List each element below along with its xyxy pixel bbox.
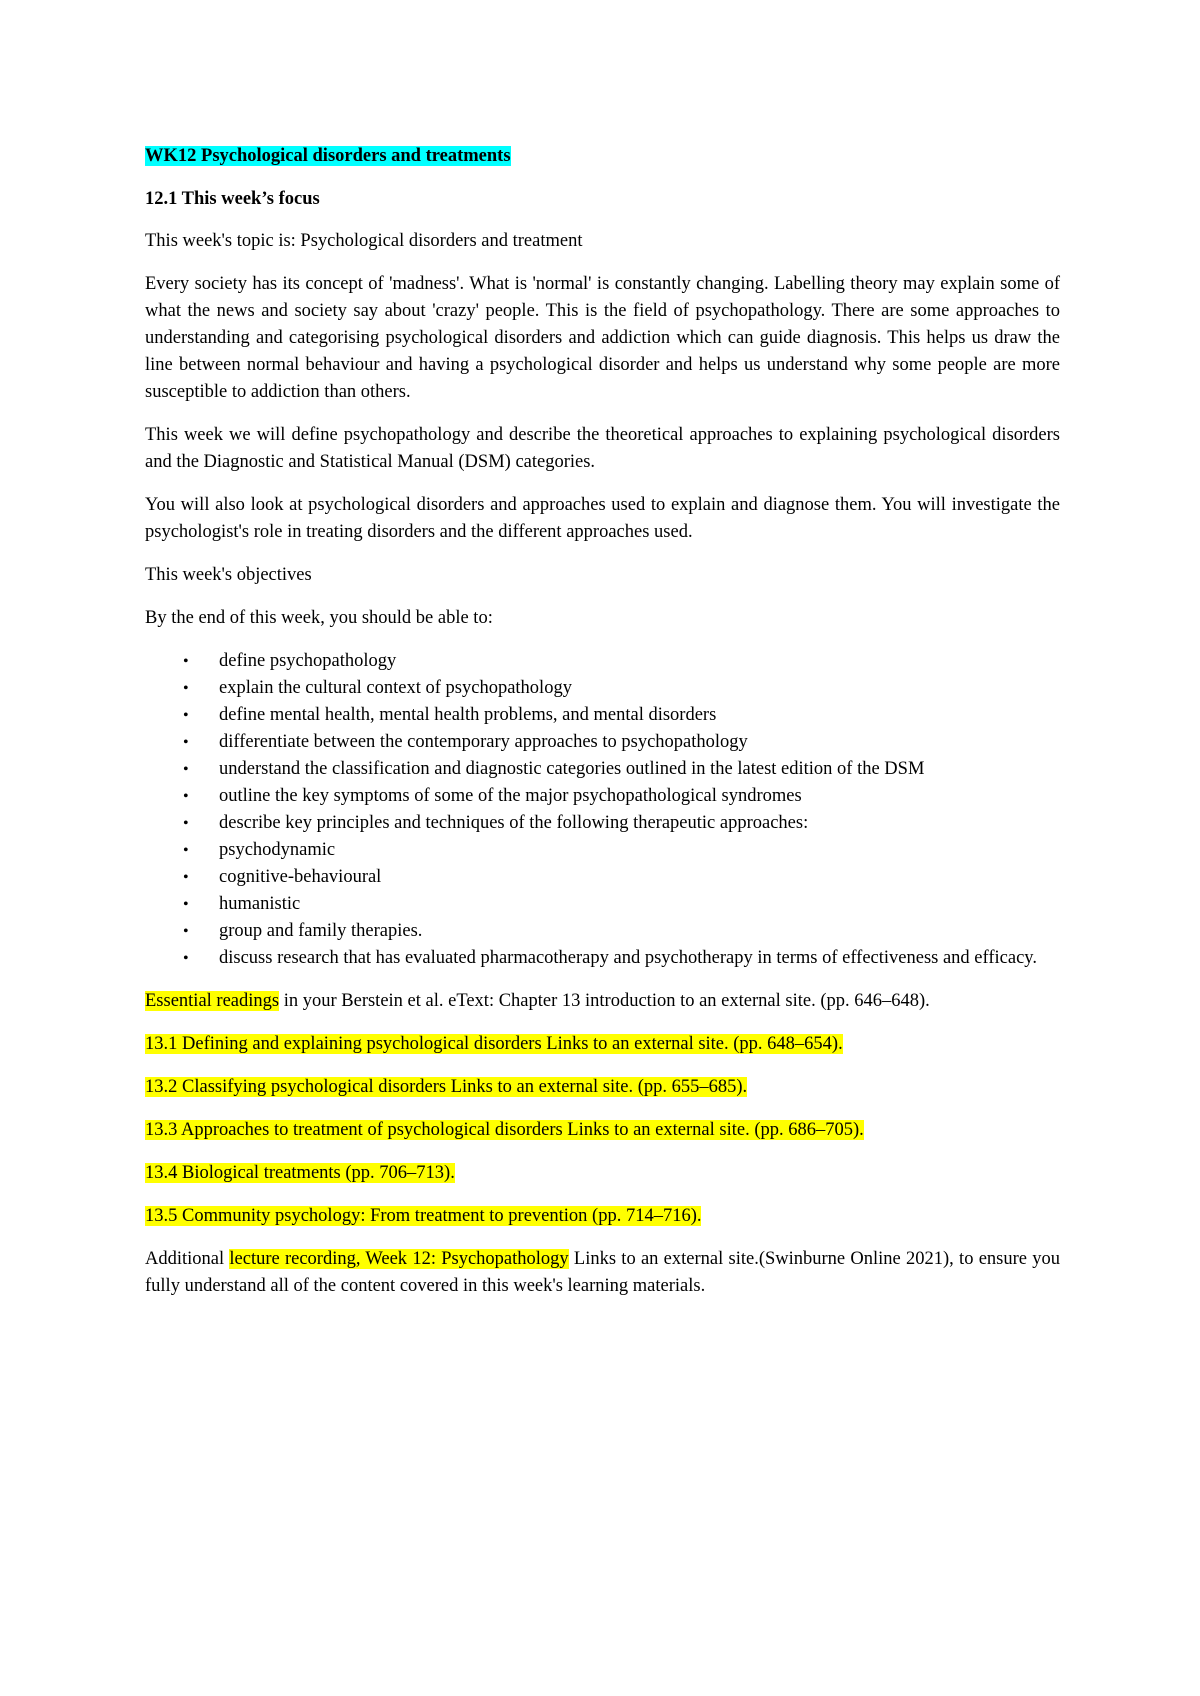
objectives-list — [145, 648, 1060, 972]
objective-item: • define mental health, mental health problems, and mental disorders — [145, 702, 1060, 729]
reading-item — [145, 1203, 1060, 1230]
objective-item: • psychodynamic — [145, 837, 1060, 864]
bullet-icon: • — [183, 707, 189, 724]
essential-readings — [145, 988, 1060, 1015]
document-page — [145, 143, 1060, 1316]
bullet-icon: • — [183, 788, 189, 805]
reading-link[interactable]: 13.4 Biological treatments (pp. 706–713). — [145, 1163, 455, 1183]
objective-item: • define psychopathology — [145, 648, 1060, 675]
objective-item: • group and family therapies. — [145, 918, 1060, 945]
reading-link[interactable]: 13.3 Approaches to treatment of psychological disorders Links to an external site. (pp. 686–705). — [145, 1120, 864, 1140]
bullet-icon: • — [183, 923, 189, 940]
bullet-icon: • — [183, 950, 189, 967]
section-heading: 12.1 This week’s focus — [145, 189, 320, 209]
define-paragraph: This week we will define psychopathology and describe the theoretical approaches to explaining psychological disorders and the Diagnostic and Statistical Manual (DSM) categories. — [145, 425, 1060, 472]
objective-item: • explain the cultural context of psychopathology — [145, 675, 1060, 702]
objective-item: • discuss research that has evaluated pharmacotherapy and psychotherapy in terms of effectiveness and efficacy. — [145, 945, 1060, 972]
objectives-intro: By the end of this week, you should be able to: — [145, 608, 493, 628]
additional-paragraph: Additional lecture recording, Week 12: Psychopathology Links to an external site.(Swinburne Online 2021), to ensure you fully understand all of the content covered in this week's learning materials. — [145, 1249, 1060, 1296]
objectives-heading: This week's objectives — [145, 565, 312, 585]
bullet-icon: • — [183, 842, 189, 859]
bullet-icon: • — [183, 815, 189, 832]
objective-item: • cognitive-behavioural — [145, 864, 1060, 891]
objective-item: • outline the key symptoms of some of the major psychopathological syndromes — [145, 783, 1060, 810]
reading-item — [145, 1160, 1060, 1187]
reading-link[interactable]: 13.2 Classifying psychological disorders Links to an external site. (pp. 655–685). — [145, 1077, 748, 1097]
reading-link[interactable]: 13.1 Defining and explaining psychological disorders Links to an external site. (pp. 648–654). — [145, 1034, 843, 1054]
lecture-recording-link[interactable]: lecture recording, Week 12: Psychopathology — [229, 1249, 569, 1269]
bullet-icon: • — [183, 896, 189, 913]
objective-item: • humanistic — [145, 891, 1060, 918]
objective-item: • describe key principles and techniques of the following therapeutic approaches: — [145, 810, 1060, 837]
reading-item — [145, 1117, 1060, 1144]
essential-readings-text: in your Berstein et al. eText: Chapter 13 introduction to an external site. (pp. 646–648). — [279, 991, 930, 1011]
topic-line: This week's topic is: Psychological disorders and treatment — [145, 231, 583, 251]
bullet-icon: • — [183, 680, 189, 697]
title-highlight: WK12 Psychological disorders and treatments — [145, 146, 511, 166]
intro-paragraph: Every society has its concept of 'madness'. What is 'normal' is constantly changing. Labelling theory may explain some of what the news and society say about 'crazy' people. This is the field of psychopathology. There are some approaches to understanding and categorising psychological disorders and addiction which can guide diagnosis. This helps us draw the line between normal behaviour and having a psychological disorder and helps us understand why some people are more susceptible to addiction than others. — [145, 274, 1060, 402]
reading-item — [145, 1031, 1060, 1058]
bullet-icon: • — [183, 734, 189, 751]
bullet-icon: • — [183, 761, 189, 778]
essential-readings-highlight: Essential readings — [145, 991, 280, 1011]
reading-link[interactable]: 13.5 Community psychology: From treatment to prevention (pp. 714–716). — [145, 1206, 702, 1226]
reading-item — [145, 1074, 1060, 1101]
document-title — [145, 143, 1060, 170]
objective-item: • understand the classification and diagnostic categories outlined in the latest edition of the DSM — [145, 756, 1060, 783]
bullet-icon: • — [183, 869, 189, 886]
bullet-icon: • — [183, 653, 189, 670]
also-paragraph: You will also look at psychological disorders and approaches used to explain and diagnose them. You will investigate the psychologist's role in treating disorders and the different approaches used. — [145, 495, 1060, 542]
objective-item: • differentiate between the contemporary approaches to psychopathology — [145, 729, 1060, 756]
